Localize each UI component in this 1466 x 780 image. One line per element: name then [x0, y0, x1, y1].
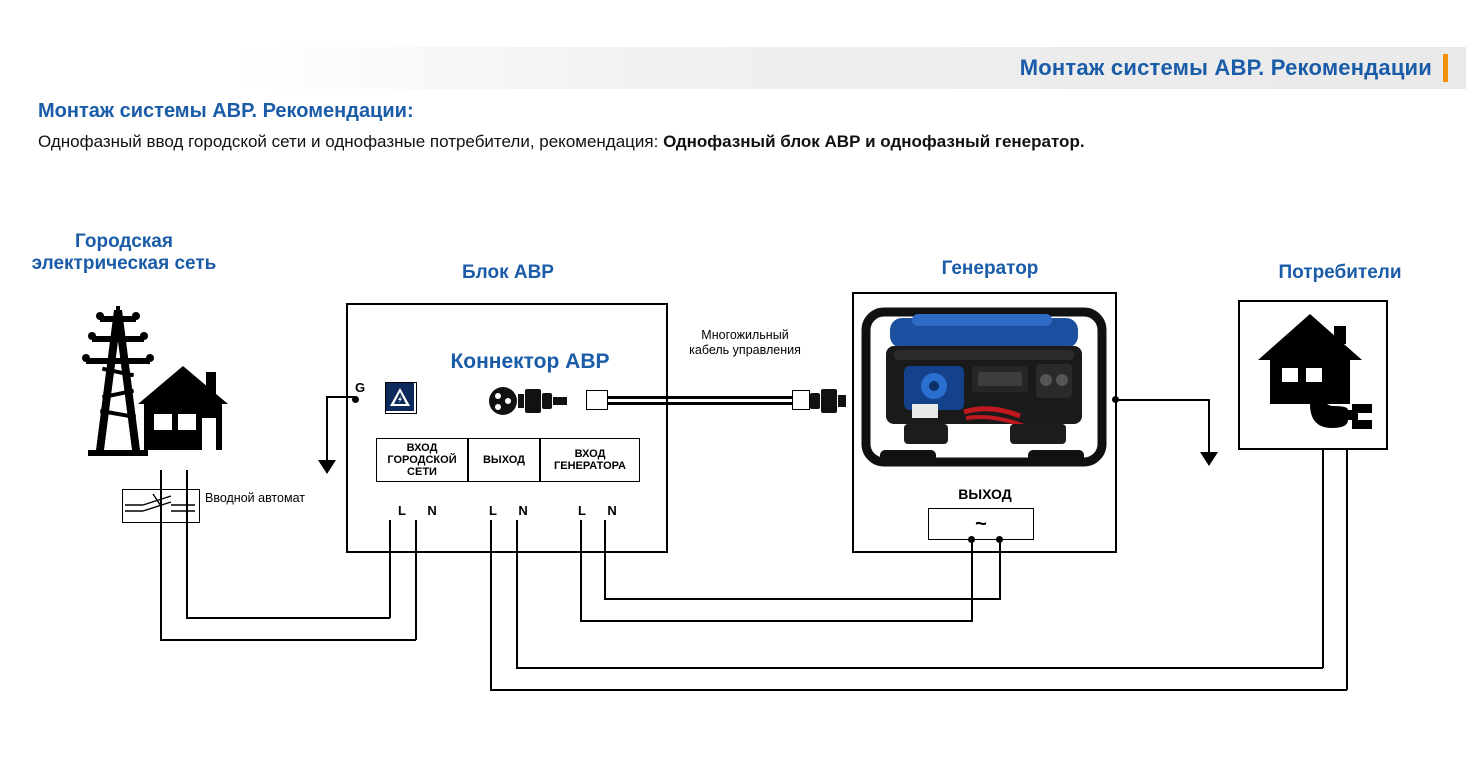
- pins-city-input: L N: [398, 503, 446, 518]
- cable-sleeve-right: [792, 390, 810, 410]
- avr-connector-title: Коннектор АВР: [450, 350, 610, 373]
- wire-gen-n-horizontal: [604, 598, 1000, 600]
- wire-city-l-up-to-avr: [415, 520, 417, 640]
- wire-city-n-down: [186, 470, 188, 618]
- control-cable-line: [608, 396, 794, 399]
- cable-sleeve-left: [586, 390, 608, 410]
- arrow-consumers-down-icon: [1200, 450, 1218, 466]
- wire-city-n-horizontal: [186, 617, 390, 619]
- wire-consumers-arrow-line: [1115, 399, 1210, 401]
- wire-out-l-up-to-consumers: [1346, 450, 1348, 690]
- pins-output: L N: [489, 503, 537, 518]
- caption-city-grid: Городская электрическая сеть: [31, 231, 217, 274]
- header-accent-bar: [1443, 54, 1448, 82]
- label-control-cable: Многожильный кабель управления: [689, 328, 801, 357]
- wire-gen-l-down: [971, 540, 973, 622]
- house-plug-icon: [1248, 308, 1380, 442]
- wire-gen-n-down: [999, 540, 1001, 600]
- wire-city-l-down: [160, 470, 162, 640]
- wire-out-n-horizontal: [516, 667, 1323, 669]
- intro-text-normal: Однофазный ввод городской сети и однофазные потребители, рекомендация:: [38, 132, 664, 151]
- generator-image: [860, 300, 1108, 485]
- terminal-generator-input: ВХОД ГЕНЕРАТОРА: [540, 438, 640, 482]
- intro-paragraph: [38, 130, 1378, 155]
- city-grid-illustration: [78, 300, 268, 470]
- page-title: Монтаж системы АВР. Рекомендации:: [38, 100, 414, 122]
- generator-output-socket: [928, 508, 1034, 540]
- wire-city-n-up-to-avr: [389, 520, 391, 618]
- wire-ground-to-terminal: [326, 396, 356, 398]
- cable-connector-right-icon: [810, 383, 858, 419]
- header-title: Монтаж системы АВР. Рекомендации: [1019, 55, 1432, 80]
- wire-out-l-horizontal: [490, 689, 1347, 691]
- terminal-city-input: ВХОД ГОРОДСКОЙ СЕТИ: [376, 438, 468, 482]
- wire-out-l-down: [490, 520, 492, 690]
- wire-out-n-up-to-consumers: [1322, 450, 1324, 668]
- arrow-ground-down-icon: [318, 458, 336, 474]
- wire-gen-l-horizontal: [580, 620, 972, 622]
- terminal-output: ВЫХОД: [468, 438, 540, 482]
- wire-gen-l-up-to-avr: [580, 520, 582, 620]
- label-generator-output: ВЫХОД: [958, 486, 1012, 502]
- wire-city-l-horizontal: [160, 639, 416, 641]
- caption-consumers: Потребители: [1278, 262, 1402, 283]
- wire-gen-n-up-to-avr: [604, 520, 606, 598]
- caption-avr-block: Блок АВР: [462, 262, 554, 283]
- ground-label: G: [355, 380, 366, 395]
- warning-icon: [385, 382, 417, 414]
- control-cable-line-2: [608, 402, 794, 405]
- ac-symbol: ~: [975, 512, 987, 535]
- caption-generator: Генератор: [941, 258, 1039, 279]
- intro-text-bold: Однофазный блок АВР и однофазный генератор.: [663, 132, 1085, 151]
- pins-generator-input: L N: [578, 503, 626, 518]
- label-input-breaker: Вводной автомат: [205, 491, 305, 505]
- avr-connector-plug-icon: [487, 383, 587, 419]
- wire-consumers-arrow-drop: [1208, 399, 1210, 457]
- wire-out-n-down: [516, 520, 518, 668]
